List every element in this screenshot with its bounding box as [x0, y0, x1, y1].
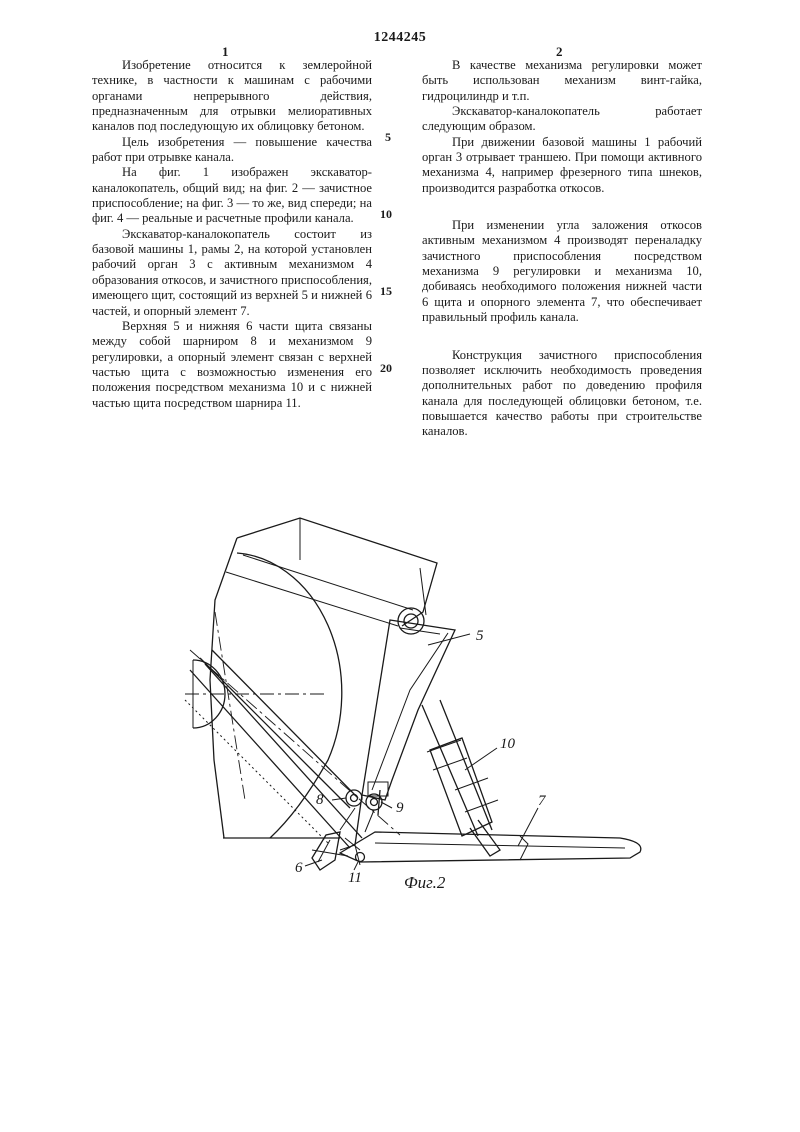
- line-number: 15: [380, 284, 392, 298]
- label-6: 6: [295, 860, 303, 876]
- label-11: 11: [348, 870, 362, 886]
- paragraph: При изменении угла заложения откосов активным механизмом 4 производят переналадку зачистного приспособления посредством механизма 9 регулировки и механизма 10, добиваясь необходимого положения нижней части 6 щита и опорного элемента 7, что обеспечивает правильный профиль канала.: [422, 218, 702, 325]
- figure-caption: Фиг.2: [404, 873, 446, 892]
- label-5: 5: [476, 628, 484, 644]
- column-number-left: 1: [222, 44, 229, 59]
- mechanism-10-cylinder: [422, 700, 500, 856]
- line-number: 10: [380, 207, 392, 221]
- paragraph: Экскаватор-каналокопатель состоит из базовой машины 1, рамы 2, на которой установлен рабочий орган 3 с активным механизмом 4 образования откосов, и зачистного приспособления, имеющего щит, состоящий из верхней 5 и нижней 6 частей, и опорный элемент 7.: [92, 226, 372, 318]
- paragraph: Цель изобретения — повышение качества работ при отрывке канала.: [92, 134, 372, 165]
- paragraph: Конструкция зачистного приспособления позволяет исключить необходимость проведения дополнительных работ по доведению профиля канала для последующей облицовки бетоном, т.е. повышается качество работы при строительстве каналов.: [422, 347, 702, 439]
- paragraph: Изобретение относится к землеройной технике, в частности к машинам с рабочими органами непрерывного действия, предназначенным для отрывки мелиоративных каналов под последующую их облицовку бетоном.: [92, 58, 372, 134]
- paragraph: В качестве механизма регулировки может быть использован механизм винт-гайка, гидроцилиндр и т.п.: [422, 58, 702, 103]
- paragraph: Верхняя 5 и нижняя 6 части щита связаны между собой шарниром 8 и механизмом 9 регулировки, а опорный элемент связан с верхней частью щита с возможностью изменения его положения посредством механизма 10 и с нижней частью щита посредством шарнира 11.: [92, 318, 372, 410]
- label-10: 10: [500, 736, 515, 752]
- line-number: 5: [385, 130, 391, 144]
- patent-number: 1244245: [373, 30, 427, 45]
- line-number: 20: [380, 361, 392, 375]
- hinge-8: [346, 790, 362, 806]
- label-7: 7: [538, 793, 546, 809]
- label-8: 8: [316, 792, 324, 808]
- label-9: 9: [396, 800, 404, 816]
- working-organ: [185, 518, 437, 848]
- paragraph: При движении базовой машины 1 рабочий орган 3 отрывает траншею. При помощи активного механизма 4, например фрезерного типа шнеков, производится разработка откосов.: [422, 134, 702, 195]
- paragraph: Экскаватор-каналокопатель работает следующим образом.: [422, 104, 702, 134]
- paragraph: На фиг. 1 изображен экскаватор-каналокопатель, общий вид; на фиг. 2 — зачистное приспособление; на фиг. 3 — то же, вид спереди; на фиг. 4 — реальные и расчетные профили канала.: [92, 165, 372, 226]
- column-number-right: 2: [556, 44, 563, 59]
